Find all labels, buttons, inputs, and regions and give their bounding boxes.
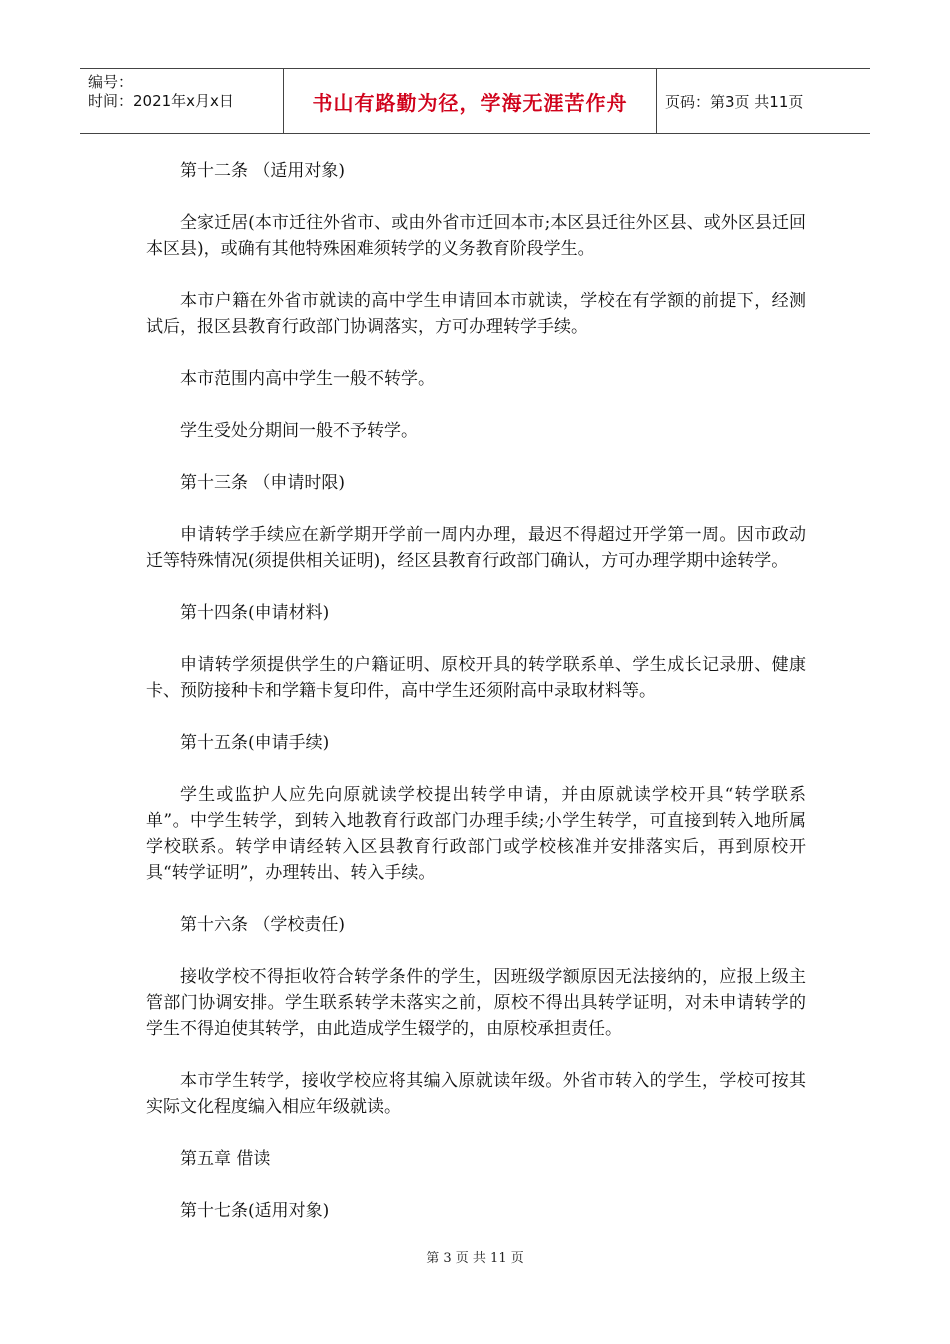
- article-heading: 第十六条 （学校责任): [180, 915, 346, 935]
- paragraph: 本市范围内高中学生一般不转学。: [180, 369, 435, 389]
- header-meta: [80, 69, 283, 133]
- header-page-info-cell: [657, 69, 803, 133]
- article-heading: 第十三条 （申请时限): [180, 473, 346, 493]
- paragraph: 申请转学须提供学生的户籍证明、原校开具的转学联系单、学生成长记录册、健康卡、预防接种卡和学籍卡复印件，高中学生还须附高中录取材料等。: [146, 655, 806, 701]
- paragraph: 本市户籍在外省市就读的高中学生申请回本市就读，学校在有学额的前提下，经测试后，报区县教育行政部门协调落实，方可办理转学手续。: [146, 291, 806, 337]
- paragraph: 申请转学手续应在新学期开学前一周内办理，最迟不得超过开学第一周。因市政动迁等特殊情况(须提供相关证明)，经区县教育行政部门确认，方可办理学期中途转学。: [146, 525, 806, 571]
- document-body: [146, 158, 806, 1250]
- page-header: [80, 68, 870, 134]
- number-label: 编号：: [88, 73, 134, 91]
- paragraph: 接收学校不得拒收符合转学条件的学生，因班级学额原因无法接纳的，应报上级主管部门协调安排。学生联系转学未落实之前，原校不得出具转学证明，对未申请转学的学生不得迫使其转学，由此造成学生辍学的，由原校承担责任。: [146, 967, 806, 1039]
- time-label: 时间：2021年x月x日: [88, 92, 234, 110]
- paragraph: 全家迁居(本市迁往外省市、或由外省市迁回本市;本区县迁往外区县、或外区县迁回本区县)，或确有其他特殊困难须转学的义务教育阶段学生。: [146, 213, 806, 259]
- article-heading: 第十四条(申请材料): [180, 603, 330, 623]
- paragraph: 学生或监护人应先向原就读学校提出转学申请，并由原就读学校开具“转学联系单”。中学生转学，到转入地教育行政部门办理手续;小学生转学，可直接到转入地所属学校联系。转学申请经转入区县教育行政部门或学校核准并安排落实后，再到原校开具“转学证明”，办理转出、转入手续。: [146, 785, 806, 883]
- motto: 书山有路勤为径，学海无涯苦作舟: [312, 90, 628, 115]
- article-heading: 第十七条(适用对象): [180, 1201, 330, 1221]
- article-heading: 第十二条 （适用对象): [180, 161, 346, 181]
- header-motto-cell: [283, 69, 657, 133]
- page-info: 页码：第3页 共11页: [665, 92, 804, 111]
- page-footer: 第 3 页 共 11 页: [426, 1251, 524, 1266]
- chapter-heading: 第五章 借读: [180, 1149, 271, 1169]
- article-heading: 第十五条(申请手续): [180, 733, 330, 753]
- paragraph: 本市学生转学，接收学校应将其编入原就读年级。外省市转入的学生，学校可按其实际文化程度编入相应年级就读。: [146, 1071, 806, 1117]
- paragraph: 学生受处分期间一般不予转学。: [180, 421, 418, 441]
